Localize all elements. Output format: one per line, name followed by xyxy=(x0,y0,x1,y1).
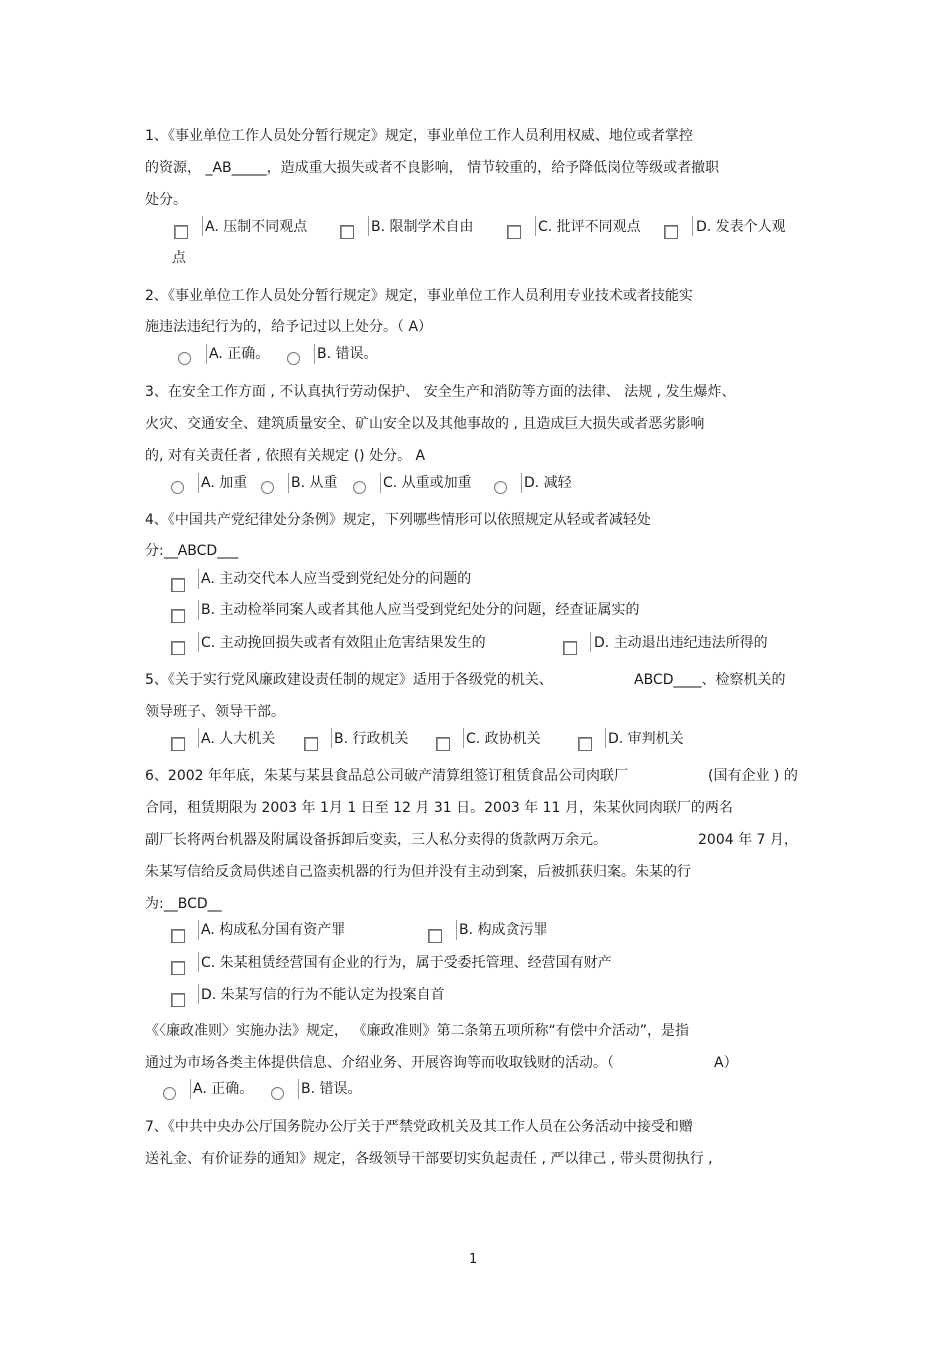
q2-option-b: B. 错误。 xyxy=(317,346,378,362)
q3-line-3: 的, 对有关责任者 , 依照有关规定 () 处分。 A xyxy=(145,448,426,464)
q5-separator xyxy=(463,728,464,748)
q6b-separator xyxy=(190,1079,191,1099)
q6-separator xyxy=(198,920,199,940)
q4-separator xyxy=(198,632,199,652)
q6-line-5: 为:__BCD__ xyxy=(145,896,222,912)
q1-separator xyxy=(692,216,693,236)
q3-radio-a[interactable] xyxy=(171,481,184,494)
q3-separator xyxy=(198,473,199,493)
q3-line-1: 3、在安全工作方面 , 不认真执行劳动保护、 安全生产和消防等方面的法律、 法规 , 发生爆炸、 xyxy=(145,384,736,400)
q1-checkbox-a[interactable] xyxy=(174,225,188,239)
q1-option-b: B. 限制学术自由 xyxy=(371,219,474,235)
q3-radio-c[interactable] xyxy=(353,481,366,494)
q4-separator xyxy=(198,569,199,589)
page-number: 1 xyxy=(469,1252,478,1267)
q3-separator xyxy=(288,473,289,493)
q3-separator xyxy=(521,473,522,493)
q3-option-c: C. 从重或加重 xyxy=(383,475,472,491)
q6b-separator xyxy=(298,1079,299,1099)
q6-separator xyxy=(456,920,457,940)
q1-line-3: 处分。 xyxy=(145,192,187,208)
q1-option-c: C. 批评不同观点 xyxy=(538,219,641,235)
q5-separator xyxy=(198,728,199,748)
q4-checkbox-b[interactable] xyxy=(171,609,185,623)
q7-line-2: 送礼金、有价证券的通知》规定，各级领导干部要切实负起责任 , 严以律己 , 带头贯彻执行 , xyxy=(145,1151,713,1167)
q5-checkbox-d[interactable] xyxy=(578,737,592,751)
q5-checkbox-a[interactable] xyxy=(171,737,185,751)
q4-checkbox-a[interactable] xyxy=(171,578,185,592)
q6-line-3-tail: 2004 年 7 月， xyxy=(698,832,798,848)
q2-line-1: 2、《事业单位工作人员处分暂行规定》规定，事业单位工作人员利用专业技术或者技能实 xyxy=(145,288,693,304)
q6b-radio-b[interactable] xyxy=(271,1087,284,1100)
q6-checkbox-c[interactable] xyxy=(171,961,185,975)
q5-separator xyxy=(331,728,332,748)
q6b-option-a: A. 正确。 xyxy=(193,1081,254,1097)
q6-separator xyxy=(198,952,199,972)
q6-option-b: B. 构成贪污罪 xyxy=(459,922,548,938)
q5-checkbox-c[interactable] xyxy=(436,737,450,751)
q6-option-c: C. 朱某租赁经营国有企业的行为，属于受委托管理、经营国有财产 xyxy=(201,955,612,971)
q4-separator xyxy=(198,600,199,620)
q1-option-d: D. 发表个人观 xyxy=(696,219,786,235)
q6-option-a: A. 构成私分国有资产罪 xyxy=(201,922,346,938)
q2-separator xyxy=(314,344,315,364)
q3-option-a: A. 加重 xyxy=(201,475,248,491)
q1-separator xyxy=(202,216,203,236)
q5-option-d: D. 审判机关 xyxy=(608,731,684,747)
q1-option-a: A. 压制不同观点 xyxy=(205,219,308,235)
q5-option-a: A. 人大机关 xyxy=(201,731,276,747)
q6b-line-2: 通过为市场各类主体提供信息、介绍业务、开展咨询等而收取钱财的活动。（ xyxy=(145,1055,614,1071)
q1-line-2: 的资源， _AB_____，造成重大损失或者不良影响， 情节较重的，给予降低岗位等级或者撤职 xyxy=(145,160,720,176)
q4-option-d: D. 主动退出违纪违法所得的 xyxy=(594,635,768,651)
q1-separator xyxy=(368,216,369,236)
q4-option-a: A. 主动交代本人应当受到党纪处分的问题的 xyxy=(201,571,472,587)
q2-separator xyxy=(206,344,207,364)
q2-radio-a[interactable] xyxy=(178,352,191,365)
q6b-option-b: B. 错误。 xyxy=(301,1081,362,1097)
q6-checkbox-a[interactable] xyxy=(171,929,185,943)
q6b-radio-a[interactable] xyxy=(163,1087,176,1100)
q5-line-1-answer: ABCD____、检察机关的 xyxy=(634,672,786,688)
q2-radio-b[interactable] xyxy=(287,352,300,365)
q1-line-1: 1、《事业单位工作人员处分暂行规定》规定，事业单位工作人员利用权威、地位或者掌控 xyxy=(145,128,693,144)
q1-checkbox-b[interactable] xyxy=(340,225,354,239)
q7-line-1: 7、《中共中央办公厅国务院办公厅关于严禁党政机关及其工作人员在公务活动中接受和赠 xyxy=(145,1119,693,1135)
q5-checkbox-b[interactable] xyxy=(304,737,318,751)
q3-line-2: 火灾、交通安全、建筑质量安全、矿山安全以及其他事故的 , 且造成巨大损失或者恶劣影响 xyxy=(145,416,705,432)
q6-line-1-tail: (国有企业 ) 的 xyxy=(708,768,798,784)
q1-checkbox-d[interactable] xyxy=(664,225,678,239)
q6-checkbox-b[interactable] xyxy=(428,929,442,943)
q6b-line-1: 《〈廉政准则〉实施办法》规定， 《廉政准则》第二条第五项所称“有偿中介活动”，是指 xyxy=(145,1023,689,1039)
q4-option-b: B. 主动检举同案人或者其他人应当受到党纪处分的问题，经查证属实的 xyxy=(201,602,640,618)
q4-option-c: C. 主动挽回损失或者有效阻止危害结果发生的 xyxy=(201,635,486,651)
q4-line-1: 4、《中国共产党纪律处分条例》规定，下列哪些情形可以依照规定从轻或者减轻处 xyxy=(145,512,651,528)
q1-option-d-wrap: 点 xyxy=(172,250,186,266)
q5-separator xyxy=(605,728,606,748)
q3-radio-b[interactable] xyxy=(261,481,274,494)
q4-line-2: 分:__ABCD___ xyxy=(145,543,239,559)
q1-checkbox-c[interactable] xyxy=(507,225,521,239)
q5-option-b: B. 行政机关 xyxy=(334,731,409,747)
q5-line-1: 5、《关于实行党风廉政建设责任制的规定》适用于各级党的机关、 xyxy=(145,672,553,688)
q6-separator xyxy=(198,984,199,1004)
q6-line-2: 合同，租赁期限为 2003 年 1月 1 日至 12 月 31 日。2003 年 11 月，朱某伙同肉联厂的两名 xyxy=(145,800,733,816)
q3-option-d: D. 减轻 xyxy=(524,475,572,491)
q5-option-c: C. 政协机关 xyxy=(466,731,541,747)
q6-line-1: 6、2002 年年底，朱某与某县食品总公司破产清算组签订租赁食品公司肉联厂 xyxy=(145,768,628,784)
q3-radio-d[interactable] xyxy=(494,481,507,494)
q2-line-2: 施违法违纪行为的，给予记过以上处分。（ A） xyxy=(145,319,433,335)
q3-separator xyxy=(380,473,381,493)
q6-checkbox-d[interactable] xyxy=(171,993,185,1007)
q4-checkbox-c[interactable] xyxy=(171,641,185,655)
q6-line-3: 副厂长将两台机器及附属设备拆卸后变卖，三人私分卖得的货款两万余元。 xyxy=(145,832,607,848)
q6-option-d: D. 朱某写信的行为不能认定为投案自首 xyxy=(201,987,445,1003)
q1-separator xyxy=(535,216,536,236)
q5-line-2: 领导班子、领导干部。 xyxy=(145,704,285,720)
q3-option-b: B. 从重 xyxy=(291,475,338,491)
q2-option-a: A. 正确。 xyxy=(209,346,270,362)
q4-checkbox-d[interactable] xyxy=(563,641,577,655)
q6b-line-2-answer: A） xyxy=(714,1055,738,1071)
q6-line-4: 朱某写信给反贪局供述自己盗卖机器的行为但并没有主动到案，后被抓获归案。朱某的行 xyxy=(145,864,691,880)
q4-separator xyxy=(590,632,591,652)
